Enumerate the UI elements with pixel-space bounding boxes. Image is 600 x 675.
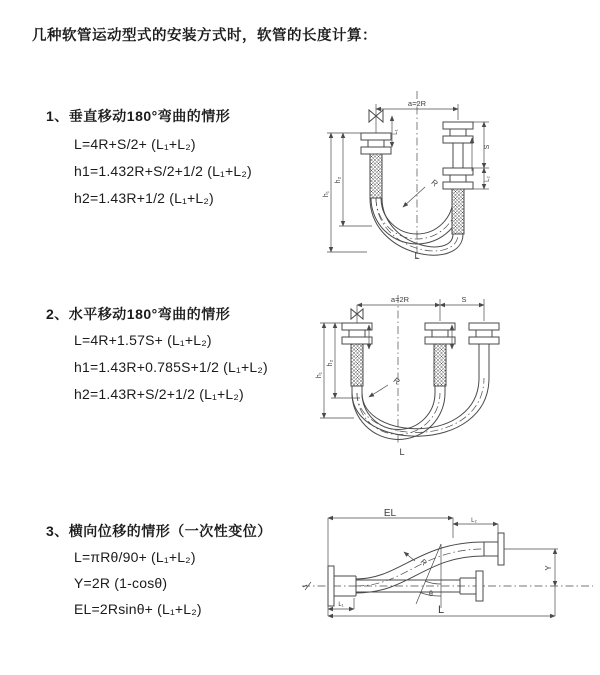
section-3-formula-L: L=πRθ/90+ (L₁+L₂) bbox=[74, 549, 196, 565]
dimension-label: L₂ bbox=[471, 518, 477, 524]
dimension-l bbox=[328, 604, 555, 616]
dimension-label: h₂ bbox=[327, 359, 334, 367]
braided-hose-section bbox=[351, 344, 363, 386]
right-pipe-end-upper bbox=[443, 122, 473, 143]
angle-theta bbox=[416, 544, 441, 608]
valve-icon bbox=[351, 305, 363, 323]
dimension-label: S bbox=[461, 295, 467, 304]
dimension-label: L₁ bbox=[338, 602, 344, 608]
dimension-s bbox=[473, 122, 491, 189]
left-pipe-end bbox=[361, 133, 391, 198]
braided-hose-section bbox=[434, 344, 446, 386]
dimension-a2r bbox=[357, 295, 484, 321]
dimension-label: a=2R bbox=[390, 295, 410, 304]
dimension-label: h₁ bbox=[323, 190, 330, 198]
radius-callout bbox=[403, 178, 440, 207]
diagram-horizontal-180-bend bbox=[312, 283, 592, 463]
section-3-formula-EL: EL=2Rsinθ+ (L₁+L₂) bbox=[74, 601, 202, 617]
dimension-label: L₂ bbox=[485, 176, 491, 182]
diagram-vertical-180-bend bbox=[312, 76, 592, 261]
section-2-heading: 2、水平移动180°弯曲的情形 bbox=[46, 306, 231, 322]
valve-icon bbox=[369, 104, 383, 133]
dimension-label: Y bbox=[544, 565, 553, 571]
dimension-y bbox=[504, 549, 558, 616]
dimension-label: L₁ bbox=[393, 129, 399, 135]
dimension-label-L: L bbox=[399, 447, 405, 457]
diagram-lateral-displacement bbox=[298, 506, 600, 646]
section-1-formula-L: L=4R+S/2+ (L₁+L₂) bbox=[74, 136, 196, 152]
hose-u-bend bbox=[370, 143, 463, 255]
dimension-label: h₁ bbox=[316, 371, 323, 379]
section-1-heading: 1、垂直移动180°弯曲的情形 bbox=[46, 108, 231, 124]
section-1-formula-h1: h1=1.432R+S/2+1/2 (L₁+L₂) bbox=[74, 163, 252, 179]
dimension-l1 bbox=[392, 116, 399, 147]
section-2-formula-h2: h2=1.43R+S/2+1/2 (L₁+L₂) bbox=[74, 386, 244, 402]
dimension-label: R bbox=[429, 177, 440, 189]
hose-u-bend bbox=[352, 344, 489, 439]
section-3-formula-Y: Y=2R (1-cosθ) bbox=[74, 575, 168, 591]
upper-flange bbox=[498, 533, 504, 565]
braided-hose-section bbox=[370, 154, 382, 198]
angle-label: θ bbox=[429, 591, 433, 598]
dimension-el bbox=[328, 508, 453, 566]
middle-pipe-end bbox=[425, 323, 455, 386]
section-1-formula-h2: h2=1.43R+1/2 (L₁+L₂) bbox=[74, 190, 214, 206]
right-pipe-end-lower bbox=[443, 168, 473, 234]
braided-hose-section bbox=[452, 189, 464, 234]
radius-callout bbox=[369, 376, 402, 397]
right-flange bbox=[476, 571, 483, 601]
dimension-label: EL bbox=[383, 508, 397, 519]
right-pipe-end bbox=[469, 323, 499, 344]
dimension-label-L: L bbox=[414, 251, 420, 261]
dimension-l2 bbox=[453, 518, 498, 533]
dimension-label: R bbox=[418, 557, 429, 568]
dimension-label: R bbox=[391, 375, 402, 387]
section-3-heading: 3、横向位移的情形（一次性变位） bbox=[46, 523, 272, 539]
section-2-formula-h1: h1=1.43R+0.785S+1/2 (L₁+L₂) bbox=[74, 359, 268, 375]
left-pipe-end bbox=[342, 323, 372, 386]
dimension-label: S bbox=[484, 144, 491, 150]
section-2-formula-L: L=4R+1.57S+ (L₁+L₂) bbox=[74, 332, 212, 348]
dimension-label: h₂ bbox=[335, 176, 342, 184]
page-title: 几种软管运动型式的安装方式时，软管的长度计算： bbox=[32, 28, 377, 44]
dimension-label: L bbox=[437, 604, 445, 616]
dimension-label: a=2R bbox=[407, 99, 427, 108]
